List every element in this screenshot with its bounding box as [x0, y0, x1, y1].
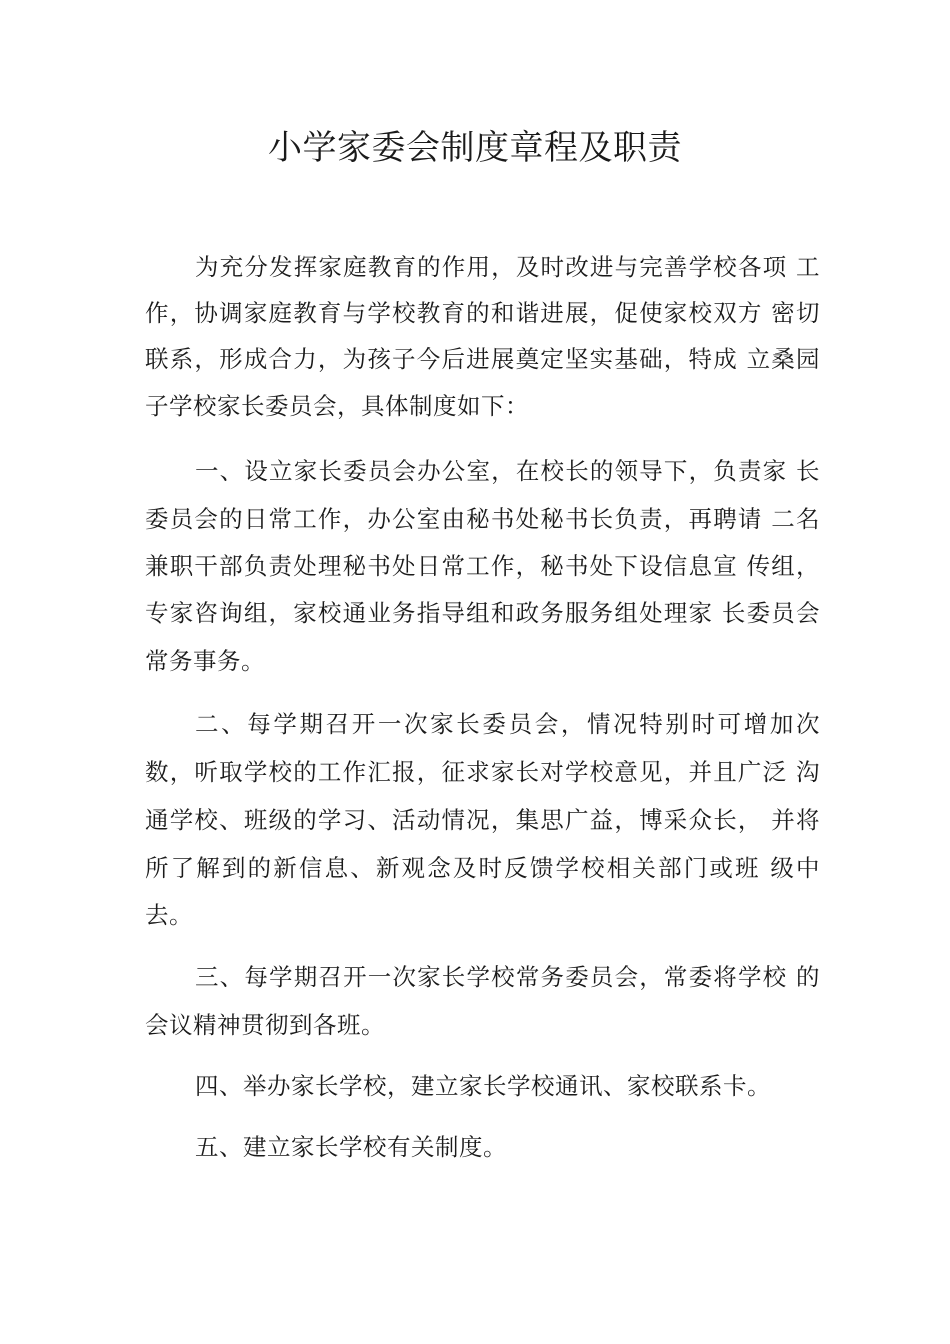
- paragraph-2-line-5: 常务事务。: [145, 647, 265, 675]
- paragraph-1-line-2: 作，协调家庭教育与学校教育的和谐进展，促使家校双方 密切: [145, 299, 820, 327]
- paragraph-2-line-1: 一、设立家长委员会办公室，在校长的领导下，负责家 长: [195, 457, 820, 485]
- paragraph-2-line-4: 专家咨询组，家校通业务指导组和政务服务组处理家 长委员会: [145, 599, 820, 627]
- paragraph-5-line-1: 四、举办家长学校，建立家长学校通讯、家校联系卡。: [195, 1072, 771, 1100]
- paragraph-1-line-4: 子学校家长委员会，具体制度如下：: [145, 392, 529, 420]
- paragraph-2-line-3: 兼职干部负责处理秘书处日常工作，秘书处下设信息宣 传组，: [145, 552, 820, 580]
- paragraph-4-line-1: 三、每学期召开一次家长学校常务委员会，常委将学校 的: [195, 963, 820, 991]
- paragraph-3-line-4: 所了解到的新信息、新观念及时反馈学校相关部门或班 级中: [145, 854, 820, 882]
- paragraph-6-line-1: 五、建立家长学校有关制度。: [195, 1133, 507, 1161]
- paragraph-2-line-2: 委员会的日常工作，办公室由秘书处秘书长负责，再聘请 二名: [145, 505, 820, 533]
- paragraph-3-line-5: 去。: [145, 901, 193, 929]
- paragraph-4-line-2: 会议精神贯彻到各班。: [145, 1011, 385, 1039]
- paragraph-1-line-3: 联系，形成合力，为孩子今后进展奠定坚实基础，特成 立桑园: [145, 345, 820, 373]
- document-title: 小学家委会制度章程及职责: [268, 128, 682, 168]
- paragraph-1-line-1: 为充分发挥家庭教育的作用，及时改进与完善学校各项 工: [195, 253, 820, 281]
- paragraph-3-line-3: 通学校、班级的学习、活动情况，集思广益，博采众长， 并将: [145, 806, 820, 834]
- paragraph-3-line-1: 二、每学期召开一次家长委员会，情况特别时可增加次: [195, 710, 820, 738]
- paragraph-3-line-2: 数，听取学校的工作汇报，征求家长对学校意见，并且广泛 沟: [145, 758, 820, 786]
